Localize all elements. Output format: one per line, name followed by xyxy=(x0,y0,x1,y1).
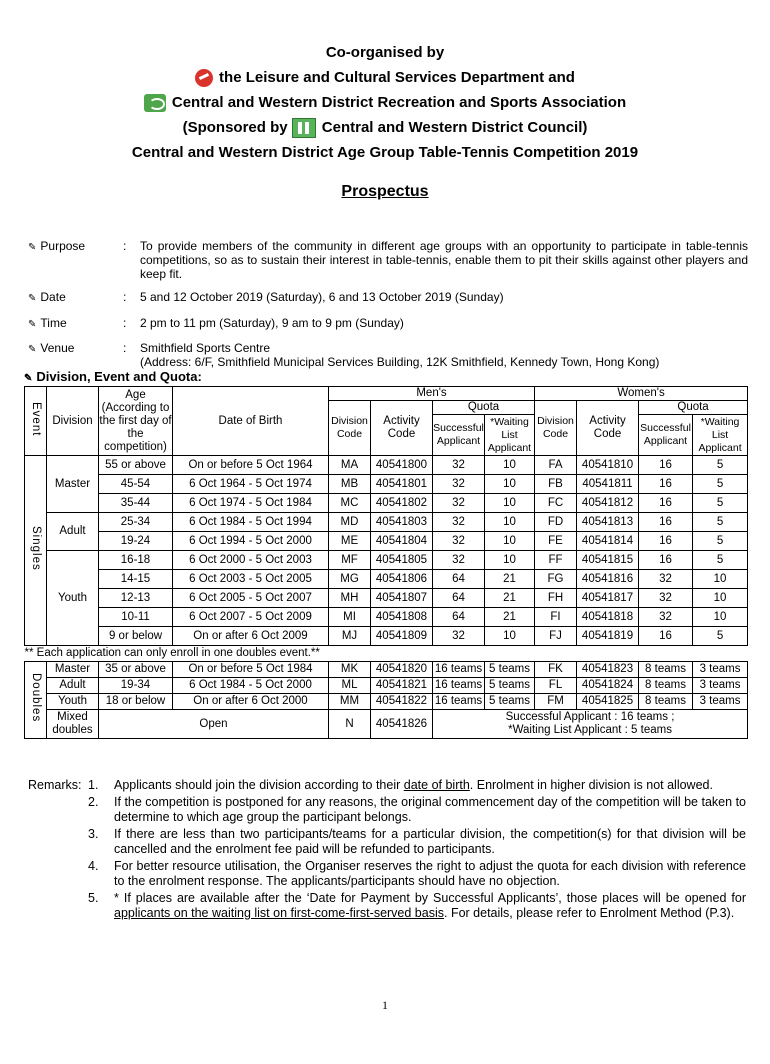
mens-successful-header: Successful Applicant xyxy=(433,415,485,456)
division-master: Master xyxy=(47,456,99,513)
mixed-doubles-quota-successful: Successful Applicant : 16 teams ; xyxy=(505,711,675,723)
header-line1: Co-organised by xyxy=(325,44,445,61)
dob-header: Date of Birth xyxy=(173,387,329,456)
header-line2: the Leisure and Cultural Services Department and xyxy=(0,65,770,90)
table-row: 9 or below On or after 6 Oct 2009 MJ 40541809 32 10 FJ 40541819 16 5 xyxy=(25,627,748,646)
remark-item: Remarks: 1. Applicants should join the division according to their date of birth. Enrolment in higher division is not allowed. xyxy=(28,778,713,792)
remark-item: 2. If the competition is postponed for any reasons, the original commencement day of the competition will be taken to determine to which age group the participant belongs. xyxy=(88,795,746,824)
doubles-note: ** Each application can only enroll in one doubles event.** xyxy=(25,646,748,662)
date-row: ✎ Date : 5 and 12 October 2019 (Saturday), 6 and 13 October 2019 (Sunday) xyxy=(28,290,748,304)
division-quota-table xyxy=(24,386,748,739)
mens-waiting-header: *Waiting List Applicant xyxy=(485,415,535,456)
document-header xyxy=(0,40,770,165)
table-row: 19-24 6 Oct 1994 - 5 Oct 2000 ME 40541804 32 10 FE 40541814 16 5 xyxy=(25,532,748,551)
table-row: Adult 25-34 6 Oct 1984 - 5 Oct 1994 MD 40541803 32 10 FD 40541813 16 5 xyxy=(25,513,748,532)
mens-quota-header: Quota xyxy=(433,401,535,415)
remarks-section xyxy=(28,778,746,923)
venue-address: (Address: 6/F, Smithfield Municipal Services Building, 12K Smithfield, Kennedy Town, Hong Kong) xyxy=(140,355,660,369)
pencil-icon: ✎ xyxy=(28,293,37,304)
remarks-label: Remarks: xyxy=(28,778,82,792)
doubles-note-row xyxy=(25,646,748,662)
header-line5: Central and Western District Age Group Table-Tennis Competition 2019 xyxy=(131,144,639,161)
womens-division-code-header: Division Code xyxy=(535,401,577,456)
division-header: Division xyxy=(47,387,99,456)
pencil-icon: ✎ xyxy=(28,242,37,253)
event-header: Event xyxy=(30,401,42,437)
table-header-row xyxy=(25,387,748,401)
division-youth: Youth xyxy=(47,551,99,646)
table-row: 35-44 6 Oct 1974 - 5 Oct 1984 MC 40541802 32 10 FC 40541812 16 5 xyxy=(25,494,748,513)
venue-row: ✎ Venue : Smithfield Sports Centre (Address: 6/F, Smithfield Municipal Services Building, 12K Smithfield, Kennedy Town, Hong Kong) xyxy=(28,341,748,369)
header-line4: (Sponsored by Central and Western District Council) xyxy=(0,115,770,140)
division-adult: Adult xyxy=(47,513,99,551)
remark-item: 5. * If places are available after the ‘Date for Payment by Successful Applicants’, those places will be opened for applicants on the waiting list on first-come-first-served basis. For details, please refer to Enrolment Method (P.3). xyxy=(88,891,746,920)
division-title: ✎ Division, Event and Quota: xyxy=(24,369,202,384)
mens-division-code-header: Division Code xyxy=(329,401,371,456)
lcsd-logo-icon xyxy=(195,69,213,87)
mens-activity-code-header: Activity Code xyxy=(371,401,433,456)
table-row: 10-11 6 Oct 2007 - 5 Oct 2009 MI 40541808 64 21 FI 40541818 32 10 xyxy=(25,608,748,627)
time-row: ✎ Time : 2 pm to 11 pm (Saturday), 9 am to 9 pm (Sunday) xyxy=(28,316,748,330)
page-number: 1 xyxy=(382,998,388,1012)
pencil-icon: ✎ xyxy=(28,319,37,330)
table-row: 12-13 6 Oct 2005 - 5 Oct 2007 MH 40541807 64 21 FH 40541817 32 10 xyxy=(25,589,748,608)
mixed-doubles-dob: Open xyxy=(99,710,329,739)
womens-successful-header: Successful Applicant xyxy=(639,415,693,456)
district-council-logo-icon xyxy=(292,118,316,138)
table-row: Youth 16-18 6 Oct 2000 - 5 Oct 2003 MF 40541805 32 10 FF 40541815 16 5 xyxy=(25,551,748,570)
mixed-doubles-activity: 40541826 xyxy=(371,710,433,739)
purpose-row: ✎ Purpose : To provide members of the community in different age groups with an opportunity to participate in table-tennis competitions, so as to sustain their interest in table-tennis, enable them to pit their skills against other players and keep fit. xyxy=(28,239,748,281)
remark-item: 4. For better resource utilisation, the Organiser reserves the right to adjust the quota for each division with reference to the enrolment response. The applicants/participants should have no objection. xyxy=(88,859,746,888)
association-logo-icon xyxy=(144,94,166,112)
table-row: Doubles Master 35 or above On or before 5 Oct 1984 MK 40541820 16 teams 5 teams FK 40541823 8 teams 3 teams xyxy=(25,662,748,678)
singles-label: Singles xyxy=(30,526,42,571)
table-row xyxy=(25,710,748,739)
table-row: Youth 18 or below On or after 6 Oct 2000 MM 40541822 16 teams 5 teams FM 40541825 8 teams 3 teams xyxy=(25,694,748,710)
womens-quota-header: Quota xyxy=(639,401,748,415)
mixed-doubles-quota-waiting: *Waiting List Applicant : 5 teams xyxy=(508,724,672,736)
mens-header: Men's xyxy=(329,387,535,401)
pencil-icon: ✎ xyxy=(28,344,37,355)
header-line3: Central and Western District Recreation and Sports Association xyxy=(0,90,770,115)
table-row: 45-54 6 Oct 1964 - 5 Oct 1974 MB 40541801 32 10 FB 40541811 16 5 xyxy=(25,475,748,494)
mixed-doubles-code: N xyxy=(329,710,371,739)
table-row: Adult 19-34 6 Oct 1984 - 5 Oct 2000 ML 40541821 16 teams 5 teams FL 40541824 8 teams 3 teams xyxy=(25,678,748,694)
prospectus-title: Prospectus xyxy=(341,183,429,200)
womens-activity-code-header: Activity Code xyxy=(577,401,639,456)
purpose-value: To provide members of the community in different age groups with an opportunity to participate in table-tennis competitions, so as to sustain their interest in table-tennis, enable them to pit their skills against other players and keep fit. xyxy=(140,239,748,281)
womens-waiting-header: *Waiting List Applicant xyxy=(693,415,748,456)
date-value: 5 and 12 October 2019 (Saturday), 6 and 13 October 2019 (Sunday) xyxy=(140,290,504,304)
pencil-icon: ✎ xyxy=(24,373,33,384)
venue-value: Smithfield Sports Centre xyxy=(140,341,271,355)
age-header: Age (According to the first day of the competition) xyxy=(99,387,173,456)
table-row: Singles Master 55 or above On or before 5 Oct 1964 MA 40541800 32 10 FA 40541810 16 5 xyxy=(25,456,748,475)
mixed-doubles-division: Mixed doubles xyxy=(47,710,99,739)
womens-header: Women's xyxy=(535,387,748,401)
remark-item: 3. If there are less than two participants/teams for a particular division, the competition(s) for that division will be cancelled and the enrolment fee paid will be refunded to participants. xyxy=(88,827,746,856)
doubles-label: Doubles xyxy=(30,673,42,723)
table-row: 14-15 6 Oct 2003 - 5 Oct 2005 MG 40541806 64 21 FG 40541816 32 10 xyxy=(25,570,748,589)
time-value: 2 pm to 11 pm (Saturday), 9 am to 9 pm (Sunday) xyxy=(140,316,404,330)
